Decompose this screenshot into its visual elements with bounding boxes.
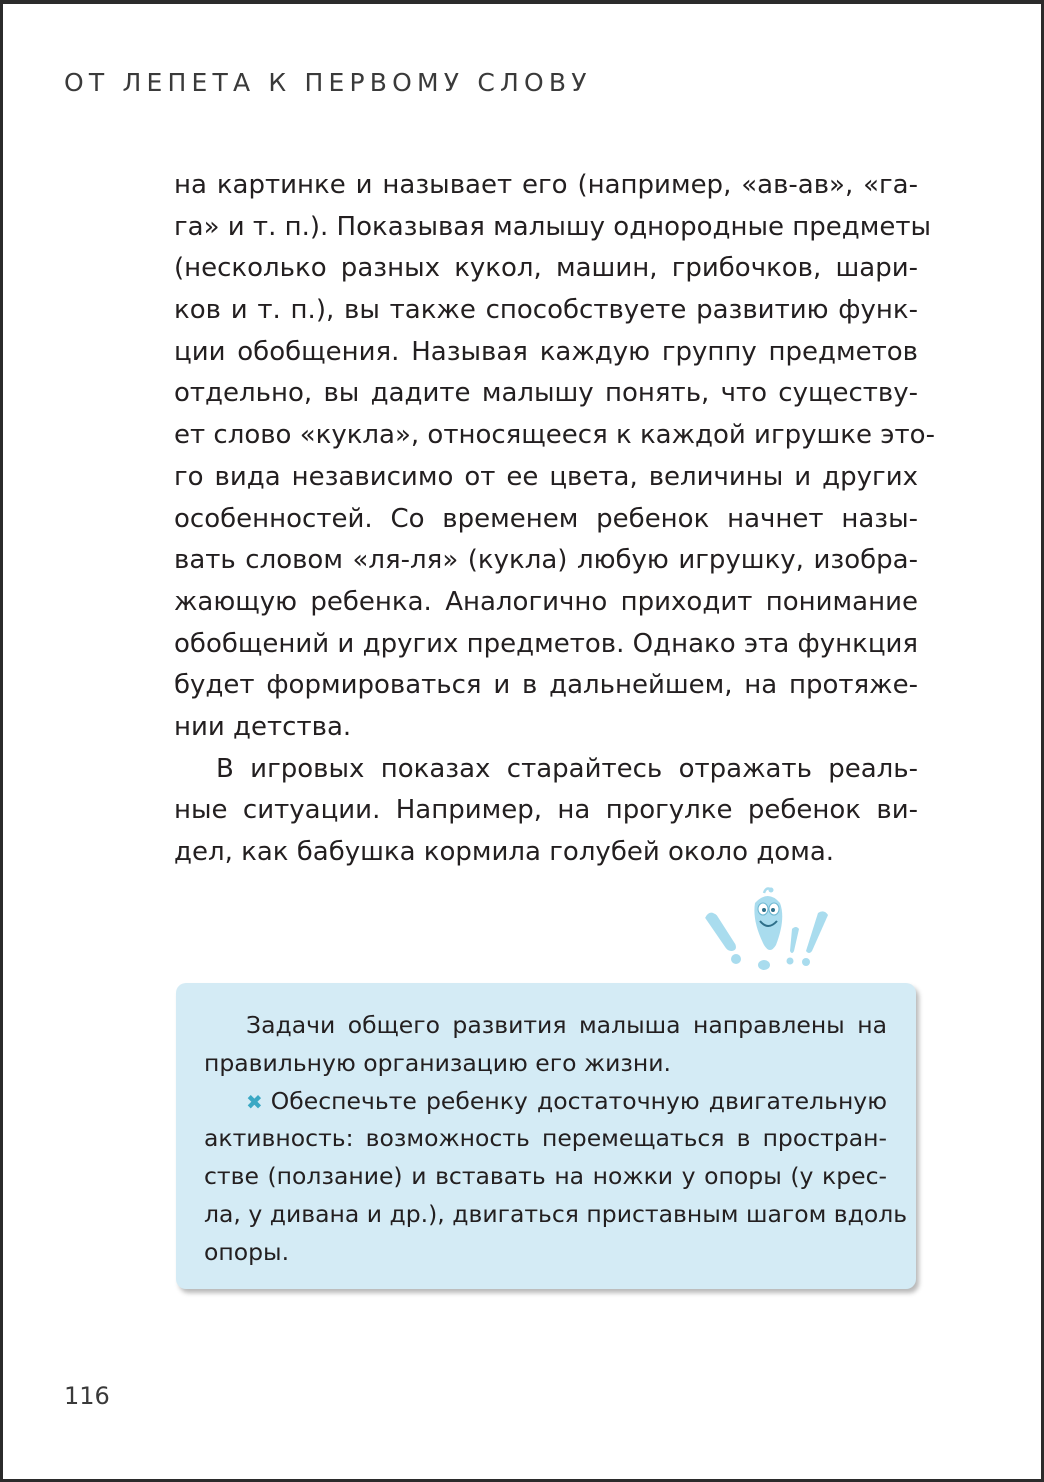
body-line: (несколько разных кукол, машин, грибочков, шари- [174, 253, 918, 284]
body-line: жающую ребенка. Аналогично приходит понимание [174, 586, 918, 617]
body-line: ные ситуации. Например, на прогулке ребенок ви- [174, 795, 918, 826]
note-text [204, 1007, 908, 1272]
note-line: стве (ползание) и вставать на ножки у опоры (у крес- [204, 1162, 887, 1191]
body-line: нии детства. [174, 711, 352, 742]
note-line: опоры. [204, 1237, 290, 1266]
body-line: га» и т. п.). Показывая малышу однородные предметы [174, 211, 932, 242]
body-line: будет формироваться и в дальнейшем, на протяже- [174, 670, 918, 701]
body-line: ков и т. п.), вы также способствуете развитию функ- [174, 295, 918, 326]
note-line: ла, у дивана и др.), двигаться приставным шагом вдоль [204, 1199, 908, 1228]
exclamation-mascot-icon [700, 885, 840, 975]
body-line: на картинке и называет его (например, «ав-ав», «га- [174, 170, 918, 200]
note-bullet-line [204, 1083, 887, 1121]
body-line: вать словом «ля-ля» (кукла) любую игрушку, изобра- [174, 545, 918, 576]
body-line: В игровых показах старайтесь отражать реаль- [216, 753, 918, 784]
body-text [174, 165, 935, 874]
note-line-text: Обеспечьте ребенку достаточную двигательную [270, 1086, 887, 1115]
body-line: отдельно, вы дадите малышу понять, что существу- [174, 378, 918, 409]
note-line: активность: возможность перемещаться в простран- [204, 1124, 887, 1153]
note-line: правильную организацию его жизни. [204, 1048, 671, 1077]
page-number: 116 [64, 1382, 110, 1410]
body-line: дел, как бабушка кормила голубей около дома. [174, 837, 835, 867]
body-line: обобщений и других предметов. Однако эта функция [174, 628, 919, 659]
body-line: ции обобщения. Называя каждую группу предметов [174, 336, 918, 367]
body-line: ет слово «кукла», относящееся к каждой игрушке это- [174, 420, 935, 451]
running-head: ОТ ЛЕПЕТА К ПЕРВОМУ СЛОВУ [64, 68, 592, 97]
cross-bullet-icon: ✖ [246, 1089, 263, 1114]
note-line: Задачи общего развития малыша направлены на [246, 1011, 887, 1039]
body-line: особенностей. Со временем ребенок начнет назы- [174, 503, 918, 534]
body-line: го вида независимо от ее цвета, величины и других [174, 461, 918, 492]
